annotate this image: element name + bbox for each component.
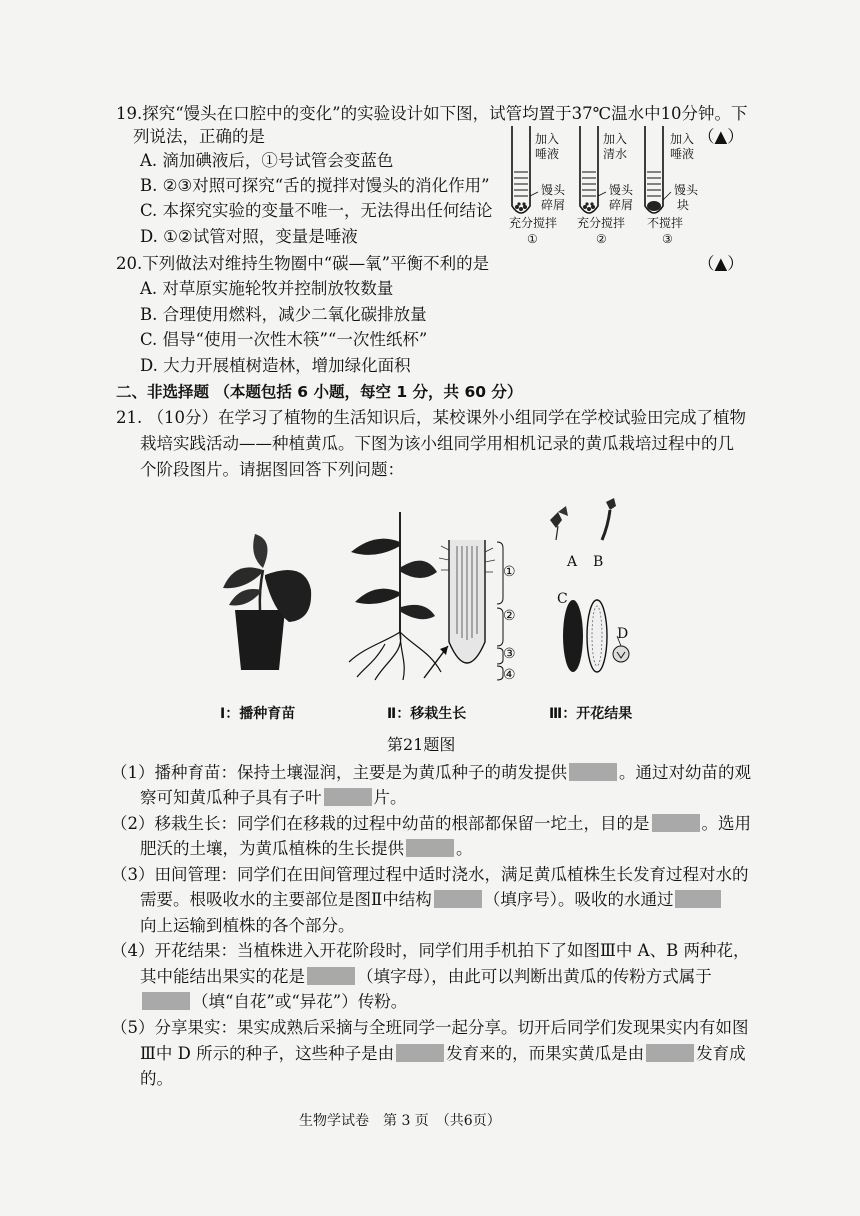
seedling-pot-image (215, 530, 325, 680)
q21-p2-text-c: 肥沃的土壤，为黄瓜植株的生长提供 (140, 839, 404, 858)
tube3-number: ③ (662, 232, 673, 246)
tube1-content-label2: 碎屑 (541, 198, 566, 212)
root-zone-label-1: ① (503, 564, 516, 580)
tube3-action-label: 不搅拌 (647, 216, 684, 230)
q21-part1-line1 (111, 762, 751, 784)
q21-p4-text-d: （填“自花”或“异花”）传粉。 (192, 992, 408, 1011)
q21-p1-text-b: 。通过对幼苗的观 (619, 763, 751, 782)
tube2-action-label: 充分搅拌 (577, 216, 626, 230)
answer-blank[interactable] (142, 992, 190, 1010)
tube3-add-label2: 唾液 (670, 147, 695, 161)
root-zone-label-2: ② (503, 608, 516, 624)
tube1-content-label1: 馒头 (541, 183, 566, 197)
tube1-action-label: 充分搅拌 (509, 216, 558, 230)
tube2-content-label1: 馒头 (609, 183, 634, 197)
q20-stem: 20.下列做法对维持生物圈中“碳—氧”平衡不利的是 (116, 254, 490, 273)
q21-p5-text-d: 发育成 (696, 1044, 746, 1063)
answer-blank[interactable] (652, 814, 700, 832)
q21-part4-line2 (140, 966, 712, 988)
q19-option-d: D. ①②试管对照，变量是唾液 (140, 227, 358, 246)
q21-part3-line3: 向上运输到植株的各个部分。 (140, 916, 355, 935)
q21-intro-line3: 个阶段图片。请据图回答下列问题： (140, 460, 404, 479)
flower-b-label: B (593, 554, 604, 570)
q21-part4-line3 (140, 991, 407, 1013)
tube2-content-label2: 碎屑 (609, 198, 634, 212)
tube2-add-label2: 清水 (603, 147, 628, 161)
q21-p1-text-a: （1）播种育苗：保持土壤湿润，主要是为黄瓜种子的萌发提供 (111, 763, 567, 782)
answer-blank[interactable] (434, 890, 482, 908)
q19-option-a: A. 滴加碘液后，①号试管会变蓝色 (140, 151, 394, 170)
q21-part3-line2 (140, 889, 723, 911)
q21-p3-text-c: （填序号）。吸收的水通过 (483, 890, 674, 909)
q19-answer-mark: （▲） (698, 127, 744, 146)
page-footer: 生物学试卷 第 3 页 （共6页） (299, 1113, 501, 1129)
stage3-caption: Ⅲ：开花结果 (549, 706, 633, 722)
q21-intro-line2: 栽培实践活动——种植黄瓜。下图为该小组同学用相机记录的黄瓜栽培过程中的几 (140, 434, 734, 453)
figure-caption: 第21题图 (387, 735, 456, 754)
q21-p2-text-a: （2）移栽生长：同学们在移栽的过程中幼苗的根部都保留一坨土，目的是 (111, 814, 650, 833)
tube1-add-label1: 加入 (535, 132, 560, 146)
q19-stem-line2: 列说法，正确的是 (133, 127, 265, 146)
q19-stem-line1: 19.探究“馒头在口腔中的变化”的实验设计如下图，试管均置于37℃温水中10分钟。下 (116, 104, 748, 123)
fruit-c-label: C (557, 591, 568, 607)
q21-part5-line1: （5）分享果实：果实成熟后采摘与全班同学一起分享。切开后同学们发现果实内有如图 (111, 1018, 749, 1037)
tube1-number: ① (527, 232, 538, 246)
tube2-add-label1: 加入 (603, 132, 628, 146)
q21-p1-text-d: 片。 (373, 788, 407, 807)
tube3-content-label1: 馒头 (674, 183, 699, 197)
tube2-number: ② (596, 232, 607, 246)
root-zone-label-3: ③ (503, 646, 516, 662)
q21-part3-line1: （3）田间管理：同学们在田间管理过程中适时浇水，满足黄瓜植株生长发育过程对水的 (111, 865, 749, 884)
tube3-content-label2: 块 (677, 198, 690, 212)
stage1-caption: Ⅰ：播种育苗 (220, 706, 296, 722)
answer-blank[interactable] (324, 788, 372, 806)
root-zone-label-4: ④ (503, 667, 516, 683)
answer-blank[interactable] (307, 967, 355, 985)
q20-option-a: A. 对草原实施轮牧并控制放牧数量 (140, 279, 394, 298)
answer-blank[interactable] (646, 1044, 694, 1062)
q20-answer-mark: （▲） (698, 254, 744, 273)
q21-p3-text-b: 需要。根吸收水的主要部位是图Ⅱ中结构 (140, 890, 432, 909)
tube1-add-label2: 唾液 (535, 147, 560, 161)
answer-blank[interactable] (406, 839, 454, 857)
q21-p1-text-c: 察可知黄瓜种子具有子叶 (140, 788, 322, 807)
q21-part4-line1: （4）开花结果：当植株进入开花阶段时，同学们用手机拍下了如图Ⅲ中 A、B 两种花， (111, 941, 750, 960)
q19-option-b: B. ②③对照可探究“舌的搅拌对馒头的消化作用” (140, 176, 490, 195)
q21-p4-text-c: （填字母），由此可以判断出黄瓜的传粉方式属于 (357, 967, 712, 986)
q21-part5-line3: 的。 (140, 1069, 173, 1088)
q21-part2-line1 (111, 813, 751, 835)
cucumber-fruit-image (555, 596, 645, 696)
q21-p4-text-b: 其中能结出果实的花是 (140, 967, 305, 986)
section-heading: 二、非选择题 （本题包括 6 小题，每空 1 分，共 60 分） (116, 383, 523, 401)
flower-a-label: A (567, 554, 578, 570)
tube3-add-label1: 加入 (670, 132, 695, 146)
q21-part1-line2 (140, 787, 407, 809)
seed-d-label: D (617, 626, 629, 642)
flowers-a-b-image (540, 496, 640, 556)
q21-p2-text-d: 。 (456, 839, 473, 858)
q21-p2-text-b: 。选用 (701, 814, 751, 833)
q20-option-d: D. 大力开展植树造林，增加绿化面积 (140, 356, 411, 375)
q20-option-b: B. 合理使用燃料，减少二氧化碳排放量 (140, 305, 427, 324)
q21-intro-line1: 21. （10分）在学习了植物的生活知识后，某校课外小组同学在学校试验田完成了植物 (116, 408, 746, 427)
q21-part5-line2 (140, 1043, 746, 1065)
q21-p5-text-b: Ⅲ中 D 所示的种子，这些种子是由 (140, 1044, 395, 1063)
answer-blank[interactable] (569, 763, 617, 781)
stage2-caption: Ⅱ：移栽生长 (387, 706, 467, 722)
q20-option-c: C. 倡导“使用一次性木筷”“一次性纸杯” (140, 330, 428, 349)
q19-option-c: C. 本探究实验的变量不唯一，无法得出任何结论 (140, 201, 493, 220)
answer-blank[interactable] (675, 890, 721, 908)
q21-part2-line2 (140, 838, 473, 860)
answer-blank[interactable] (396, 1044, 444, 1062)
q21-p5-text-c: 发育来的，而果实黄瓜是由 (446, 1044, 645, 1063)
